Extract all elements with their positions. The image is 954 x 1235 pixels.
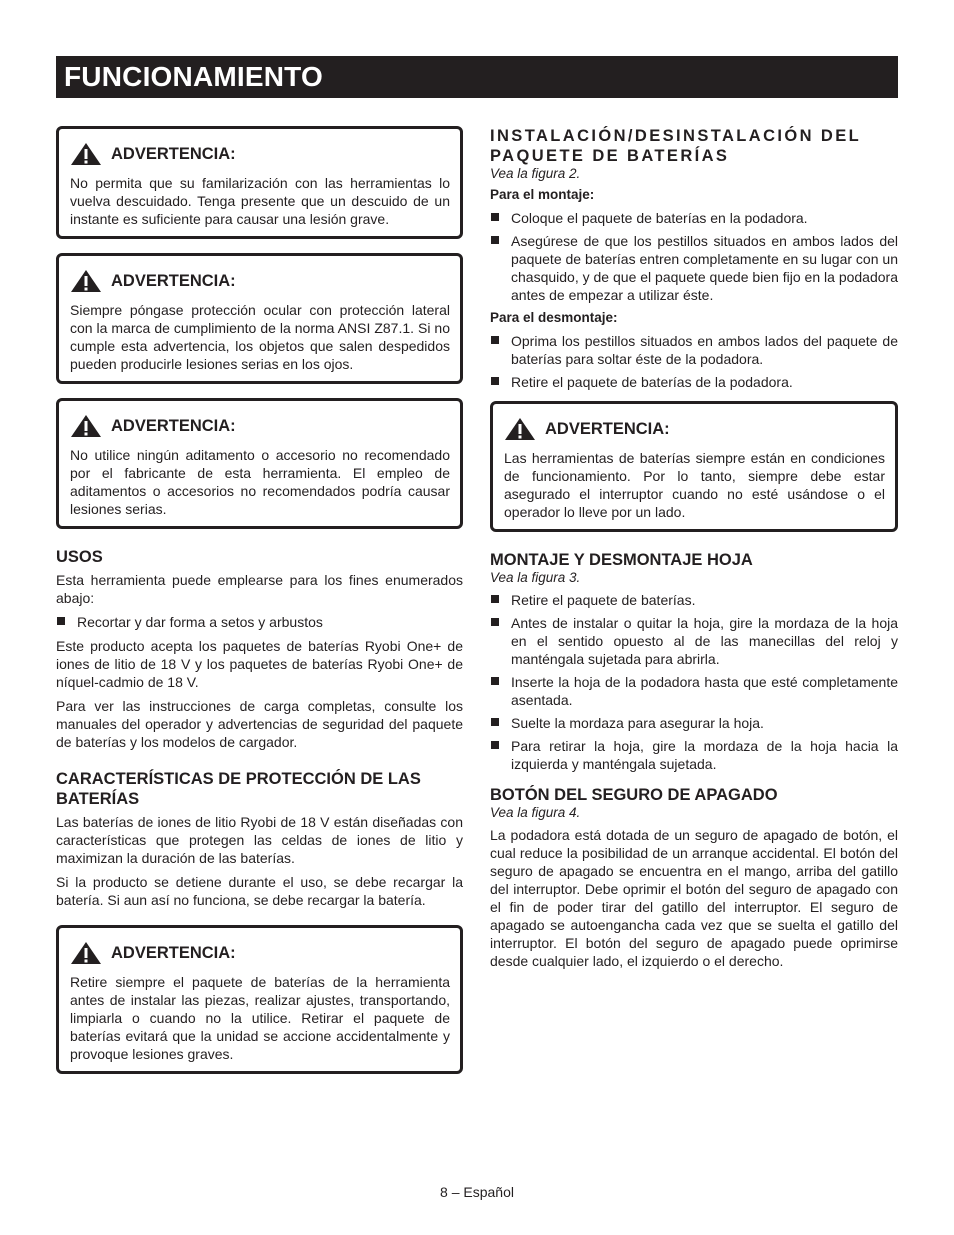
right-column — [490, 126, 898, 976]
bullet-square-icon — [491, 718, 499, 726]
list-item: Recortar y dar forma a setos y arbustos — [56, 613, 463, 631]
bullet-list — [490, 591, 898, 773]
warning-triangle-icon — [70, 142, 102, 166]
bullet-square-icon — [491, 677, 499, 685]
warning-box-eye-protection — [56, 253, 463, 384]
left-column — [56, 126, 463, 1088]
subheading-desmontaje: Para el desmontaje: — [490, 310, 618, 325]
paragraph: Este producto acepta los paquetes de baterías Ryobi One+ de iones de litio de 18 V y los paquetes de baterías Ryobi One+ de níquel-cadmio de 18 V. — [56, 638, 463, 690]
page-title: FUNCIONAMIENTO — [56, 56, 898, 98]
warning-text: Las herramientas de baterías siempre están en condiciones de funcionamiento. Por lo tanto, siempre debe estar asegurado el interruptor cuando no esté usándose o el operador lo lleve por un lado. — [504, 450, 885, 520]
figure-reference: Vea la figura 2. — [490, 166, 581, 181]
section-heading-boton: BOTÓN DEL SEGURO DE APAGADO — [490, 786, 778, 804]
figure-reference: Vea la figura 4. — [490, 805, 581, 820]
bullet-square-icon — [491, 741, 499, 749]
warning-triangle-icon — [504, 417, 536, 441]
paragraph: Si la producto se detiene durante el uso, se debe recargar la batería. Si aun así no funciona, se debe recargar la batería. — [56, 874, 463, 908]
list-item: Para retirar la hoja, gire la mordaza de la hoja hacia la izquierda y manténgala sujetada. — [490, 737, 898, 773]
bullet-list — [56, 613, 463, 631]
warning-triangle-icon — [70, 414, 102, 438]
list-item: Antes de instalar o quitar la hoja, gire la mordaza de la hoja en el sentido opuesto al de las manecillas del reloj y manténgala sujetada para abrirla. — [490, 614, 898, 668]
warning-box-familiarity — [56, 126, 463, 239]
section-heading-instalacion: INSTALACIÓN/DESINSTALACIÓN DEL PAQUETE DE BATERÍAS — [490, 127, 861, 165]
paragraph: Esta herramienta puede emplearse para los fines enumerados abajo: — [56, 572, 463, 606]
bullet-list — [490, 209, 898, 304]
list-item: Inserte la hoja de la podadora hasta que esté completamente asentada. — [490, 673, 898, 709]
warning-triangle-icon — [70, 941, 102, 965]
list-item: Coloque el paquete de baterías en la podadora. — [490, 209, 898, 227]
warning-triangle-icon — [70, 269, 102, 293]
bullet-square-icon — [491, 213, 499, 221]
bullet-square-icon — [491, 236, 499, 244]
warning-title: ADVERTENCIA: — [111, 943, 236, 962]
warning-text: Siempre póngase protección ocular con protección lateral con la marca de cumplimiento de la norma ANSI Z87.1. Si no cumple esta advertencia, los objetos que salen despedidos pueden producirle lesiones serias en los ojos. — [70, 302, 450, 372]
figure-reference: Vea la figura 3. — [490, 570, 581, 585]
list-item: Retire el paquete de baterías de la podadora. — [490, 373, 898, 391]
warning-box-remove-battery — [56, 925, 463, 1074]
warning-title: ADVERTENCIA: — [545, 419, 670, 438]
page-footer: 8 – Español — [440, 1184, 514, 1200]
paragraph: Para ver las instrucciones de carga completas, consulte los manuales del operador y advertencias de seguridad del paquete de baterías y los modelos de cargador. — [56, 698, 463, 750]
bullet-square-icon — [491, 618, 499, 626]
section-heading-montaje-hoja: MONTAJE Y DESMONTAJE HOJA — [490, 551, 753, 569]
bullet-square-icon — [491, 595, 499, 603]
warning-text: No utilice ningún aditamento o accesorio no recomendado por el fabricante de esta herramienta. El empleo de aditamentos o accesorios no recomendados podría causar lesiones serias. — [70, 447, 450, 517]
bullet-square-icon — [491, 336, 499, 344]
bullet-list — [490, 332, 898, 391]
warning-box-battery-tools — [490, 401, 898, 532]
warning-text: Retire siempre el paquete de baterías de la herramienta antes de instalar las piezas, realizar ajustes, transportando, limpiarla o cuando no la utilice. Retirar el paquete de baterías evitará que la unidad se accione accidentalmente y provoque lesiones graves. — [70, 974, 450, 1062]
warning-text: No permita que su familarización con las herramientas lo vuelva descuidado. Tenga presente que un descuido de un instante es suficiente para causar una lesión grave. — [70, 175, 450, 227]
section-heading-caracteristicas: CARACTERÍSTICAS DE PROTECCIÓN DE LAS BATERÍAS — [56, 770, 421, 808]
warning-box-accessories — [56, 398, 463, 529]
list-item: Retire el paquete de baterías. — [490, 591, 898, 609]
list-item: Suelte la mordaza para asegurar la hoja. — [490, 714, 898, 732]
warning-title: ADVERTENCIA: — [111, 271, 236, 290]
section-heading-usos: USOS — [56, 548, 103, 566]
warning-title: ADVERTENCIA: — [111, 416, 236, 435]
warning-title: ADVERTENCIA: — [111, 144, 236, 163]
list-item: Oprima los pestillos situados en ambos lados del paquete de baterías para soltar éste de la podadora. — [490, 332, 898, 368]
list-item: Asegúrese de que los pestillos situados en ambos lados del paquete de baterías entren completamente en su lugar con un chasquido, y de que el paquete quede bien fijo en la podadora antes de empezar a utilizar éste. — [490, 232, 898, 304]
subheading-montaje: Para el montaje: — [490, 187, 595, 202]
paragraph: La podadora está dotada de un seguro de apagado de botón, el cual reduce la posibilidad de un arranque accidental. El botón del seguro de apagado se encuentra en el mango, arriba del gatillo del interruptor. Debe oprimir el botón del seguro de apagado con el fin de poder tirar del gatillo del interruptor. El seguro de apagado se autoengancha cada vez que se suelta el gatillo del interruptor. El botón del seguro de apagado puede oprimirse desde cualquier lado, el izquierdo o el derecho. — [490, 827, 898, 969]
bullet-square-icon — [491, 377, 499, 385]
bullet-square-icon — [57, 617, 65, 625]
paragraph: Las baterías de iones de litio Ryobi de 18 V están diseñadas con características que protegen las celdas de iones de litio y maximizan la duración de las baterías. — [56, 814, 463, 866]
